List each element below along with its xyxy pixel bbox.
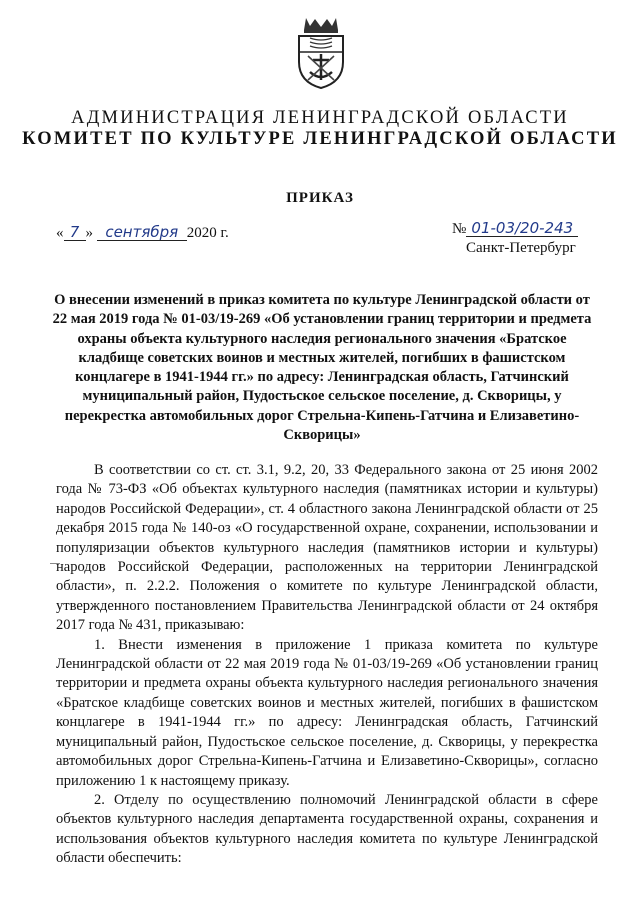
- preamble-paragraph: В соответствии со ст. ст. 3.1, 9.2, 20, 33 Федерального закона от 25 июня 2002 года № 73-ФЗ «Об объектах культурного наследия (памятниках истории и культуры) народов Российской Федерации», ст. 4 областного закона Ленинградской области от 25 декабря 2015 года № 140-оз «О государственной охране, сохранении, использовании и популяризации объектов культурного наследия (памятников истории и культуры) народов Российской Федерации, расположенных на территории Ленинградской области», п. 2.2.2. Положения о комитете по культуре Ленинградской области, утвержденного постановлением Правительства Ленинградской области от 24 октября 2017 года № 431, приказываю:: [56, 462, 598, 634]
- order-subject: О внесении изменений в приказ комитета по культуре Ленинградской области от 22 мая 2019 года № 01-03/19-269 «Об установлении границ территории и предмета охраны объекта культурного наследия регионального значения «Братское кладбище советских воинов и местных жителей, погибших в фашистском концлагере в 1941-1944 гг.» по адресу: Ленинградская область, Гатчинский муниципальный район, Пудостьское сельское поселение, д. Скворицы, у перекрестка автомобильных дорог Стрельна-Кипень-Гатчина и Елизаветино-Скворицы»: [52, 292, 592, 444]
- order-body: [56, 461, 598, 869]
- number-prefix: №: [452, 221, 467, 237]
- coat-of-arms-icon: [296, 16, 346, 90]
- document-title: ПРИКАЗ: [286, 190, 354, 206]
- date-day-handwritten: 7: [64, 224, 86, 241]
- order-date: [56, 224, 229, 242]
- header-administration: АДМИНИСТРАЦИЯ ЛЕНИНГРАДСКОЙ ОБЛАСТИ: [71, 108, 569, 128]
- date-year: 2020 г.: [186, 225, 229, 241]
- date-month-handwritten: сентября: [97, 224, 187, 241]
- item-2-paragraph: 2. Отделу по осуществлению полномочий Ленинградской области в сфере объектов культурного наследия департамента государственной охраны, сохранения и использования объектов культурного наследия комитета по культуре Ленинградской области обеспечить:: [56, 791, 598, 867]
- order-number: [452, 220, 578, 238]
- number-handwritten: 01-03/20-243: [466, 220, 578, 237]
- date-close-quote: »: [85, 225, 93, 241]
- city: Санкт-Петербург: [466, 240, 576, 256]
- date-open-quote: «: [56, 225, 64, 241]
- header-committee: КОМИТЕТ ПО КУЛЬТУРЕ ЛЕНИНГРАДСКОЙ ОБЛАСТИ: [22, 129, 618, 149]
- item-1-paragraph: 1. Внести изменения в приложение 1 приказа комитета по культуре Ленинградской области от 22 мая 2019 года № 01-03/19-269 «Об установлении границ территории и предмета охраны объекта культурного наследия регионального значения «Братское кладбище советских воинов и местных жителей, погибших в фашистском концлагере в 1941-1944 гг.» по адресу: Ленинградская область, Гатчинский муниципальный район, Пудостьское сельское поселение, д. Скворицы, у перекрестка автомобильных дорог Стрельна-Кипень-Гатчина и Елизаветино-Скворицы», согласно приложению 1 к настоящему приказу.: [56, 636, 598, 789]
